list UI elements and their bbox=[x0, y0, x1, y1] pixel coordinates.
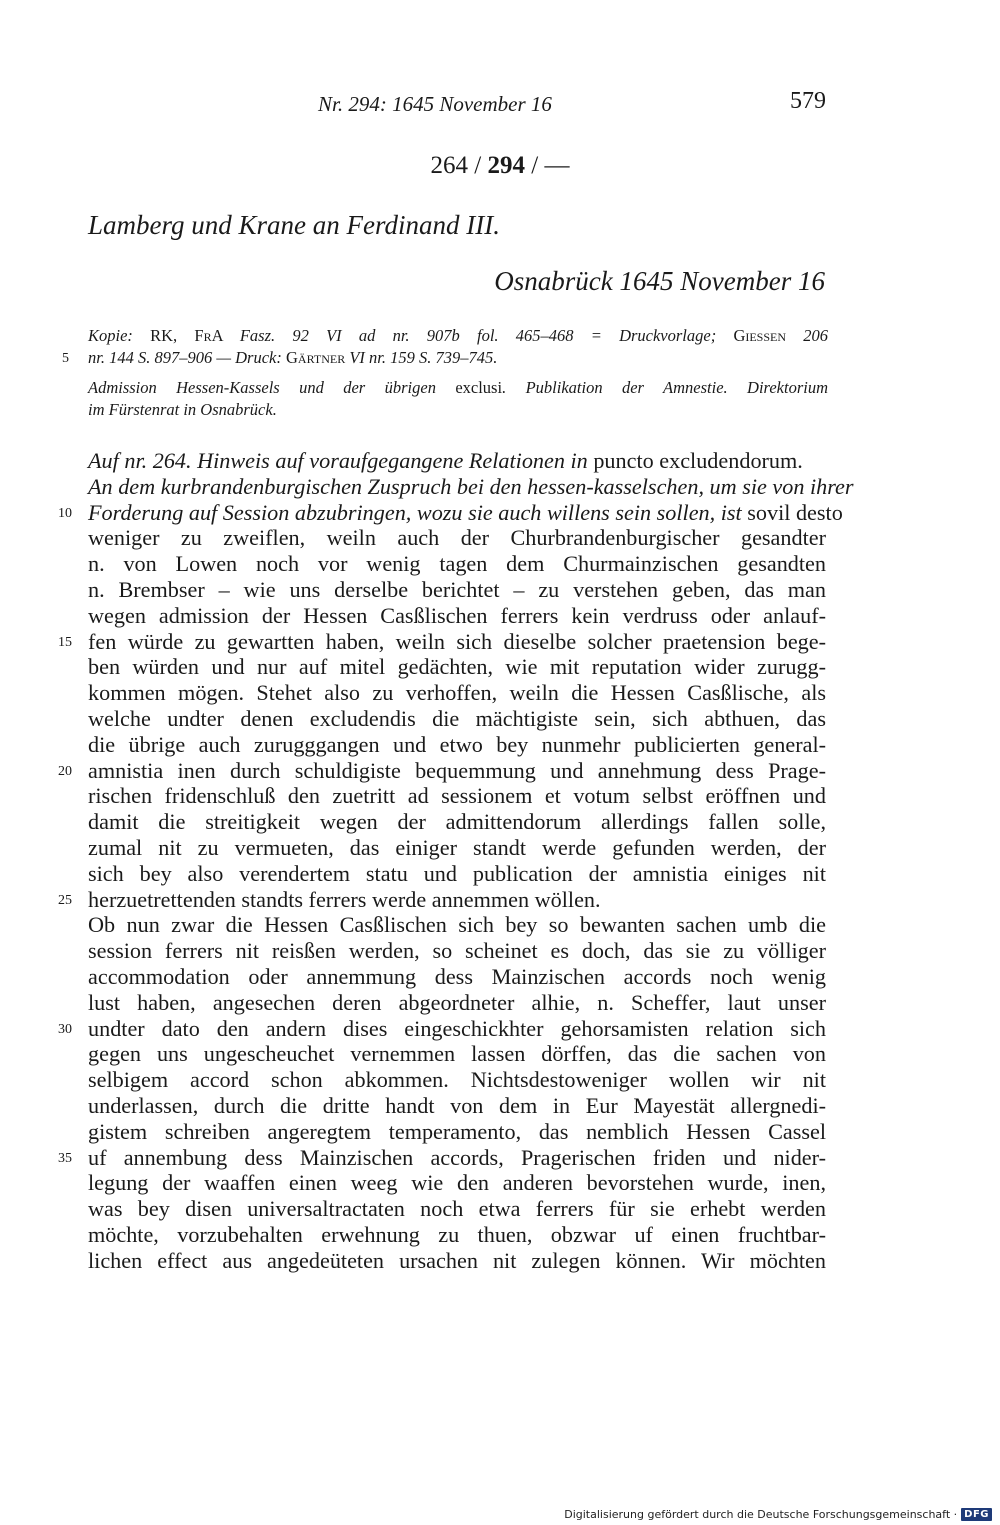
body-line bbox=[88, 887, 826, 913]
running-title: Nr. 294: 1645 November 16 bbox=[318, 92, 552, 116]
document-heading: Lamberg und Krane an Ferdinand III. bbox=[88, 210, 500, 240]
source-line bbox=[88, 347, 828, 369]
text-run: Gärtner bbox=[286, 348, 346, 367]
letter-body bbox=[88, 448, 854, 1274]
body-line bbox=[88, 809, 826, 835]
body-line bbox=[88, 990, 826, 1016]
body-line bbox=[88, 912, 826, 938]
text-run: sovil desto bbox=[747, 499, 843, 525]
body-line bbox=[88, 448, 826, 474]
text-run: accommodation oder annemmung dess Mainzischen accords noch wenig bbox=[88, 963, 826, 989]
funding-footer bbox=[564, 1508, 992, 1521]
text-run: 206 bbox=[786, 326, 828, 345]
body-line bbox=[88, 551, 826, 577]
document-numbers bbox=[0, 152, 1000, 180]
text-run: amnistia inen durch schuldigiste bequemmung und annehmung dess Prage- bbox=[88, 757, 826, 783]
body-line bbox=[88, 603, 826, 629]
text-run: fen würde zu gewartten haben, weiln sich dieselbe solcher praetension bege- bbox=[88, 628, 826, 654]
text-run: kommen mögen. Stehet also zu verhoffen, weiln die Hessen Casßlische, als bbox=[88, 680, 826, 706]
body-line bbox=[88, 1196, 826, 1222]
text-run: ben würden und nur auf mitel gedächten, wie mit reputation wider zurugg- bbox=[88, 654, 826, 680]
text-run: herzuetrettenden standts ferrers werde annemmen wöllen. bbox=[88, 886, 601, 912]
line-number: 25 bbox=[58, 892, 72, 908]
body-line bbox=[88, 1041, 826, 1067]
body-line bbox=[88, 964, 826, 990]
text-run: Forderung auf Session abzubringen, wozu sie auch willens sein sollen, ist bbox=[88, 499, 748, 525]
text-run: legung der waaffen einen weeg wie den anderen bevorstehen wurde, inen, bbox=[88, 1170, 826, 1196]
text-run: session ferrers nit reisßen werden, so scheinet es doch, das sie zu völliger bbox=[88, 938, 826, 964]
body-line bbox=[88, 706, 826, 732]
body-line bbox=[88, 525, 826, 551]
text-run: weniger zu zweiflen, weiln auch der Churbrandenburgischer gesandter bbox=[88, 525, 826, 551]
line-number: 15 bbox=[58, 634, 72, 650]
body-line bbox=[88, 499, 843, 526]
text-run: A bbox=[211, 326, 240, 345]
body-line bbox=[88, 861, 826, 887]
text-run: lichen effect aus angedeüteten ursachen nit zulegen können. Wir möchten bbox=[88, 1247, 826, 1273]
body-line bbox=[88, 1248, 826, 1274]
text-run: exclusi bbox=[455, 378, 503, 397]
text-run: VI nr. 159 S. 739–745. bbox=[345, 348, 498, 367]
body-line bbox=[88, 1170, 826, 1196]
line-number: 35 bbox=[58, 1150, 72, 1166]
text-run: welche undter denen excludendis die mächtigiste sein, sich abthuen, das bbox=[88, 705, 826, 731]
funding-note: Digitalisierung gefördert durch die Deutsche Forschungsgemeinschaft · bbox=[564, 1508, 958, 1521]
text-run: . Publikation der Amnestie. Direktorium bbox=[502, 378, 828, 397]
text-run: undter dato den andern dises eingeschickhter gehorsamisten relation sich bbox=[88, 1015, 826, 1041]
text-run: n. Brembser – wie uns derselbe berichtet – zu verstehen geben, das man bbox=[88, 576, 826, 602]
text-run: sich bey also verendertem statu und publication der amnistia einiges nit bbox=[88, 860, 826, 886]
source-line bbox=[88, 325, 828, 347]
text-run: rischen fridenschluß den zuetritt ad sessionem et votum selbst eröffnen und bbox=[88, 783, 826, 809]
summary-line bbox=[88, 399, 828, 421]
text-run: im Fürstenrat in Osnabrück. bbox=[88, 400, 277, 419]
body-line bbox=[88, 629, 826, 655]
text-run: nr. 144 S. 897–906 — Druck: bbox=[88, 348, 286, 367]
text-run: Ob nun zwar die Hessen Casßlischen sich bey so bewanten sachen umb die bbox=[88, 912, 826, 938]
line-number: 20 bbox=[58, 763, 72, 779]
text-run: r bbox=[203, 326, 212, 345]
text-run: Giessen bbox=[733, 326, 787, 345]
body-line bbox=[88, 732, 826, 758]
text-run: wegen admission der Hessen Casßlischen ferrers kein verdruss oder anlauf- bbox=[88, 602, 826, 628]
text-run: underlassen, durch die dritte handt von dem in Eur Mayestät allergnedi- bbox=[88, 1092, 826, 1118]
body-line bbox=[88, 1093, 826, 1119]
text-run: Admission Hessen-Kassels und der übrigen bbox=[88, 378, 456, 397]
text-run: An dem kurbrandenburgischen Zuspruch bei den hessen-kasselschen, um sie von ihrer bbox=[88, 473, 854, 499]
text-run: uf annembung dess Mainzischen accords, Pragerischen friden und nider- bbox=[88, 1144, 826, 1170]
text-run: zumal nit zu vermueten, das einiger standt werde gefunden werden, der bbox=[88, 834, 826, 860]
body-line bbox=[88, 835, 826, 861]
body-line bbox=[88, 938, 826, 964]
body-line bbox=[88, 783, 826, 809]
text-run: RK, F bbox=[150, 326, 204, 345]
text-run: puncto excludendorum. bbox=[593, 448, 803, 473]
text-run: selbigem accord schon abkommen. Nichtsdestoweniger wollen wir nit bbox=[88, 1067, 826, 1093]
place-date: Osnabrück 1645 November 16 bbox=[494, 266, 825, 296]
line-number: 30 bbox=[58, 1021, 72, 1037]
text-run: was bey disen universaltractaten noch etwa ferrers für sie erhebt werden bbox=[88, 1196, 826, 1222]
doc-number-next: / — bbox=[525, 152, 570, 179]
body-line bbox=[88, 680, 826, 706]
text-run: lust haben, angesechen deren abgeordneter alhie, n. Scheffer, laut unser bbox=[88, 989, 826, 1015]
body-line bbox=[88, 1119, 826, 1145]
body-line bbox=[88, 1222, 826, 1248]
text-run: damit die streitigkeit wegen der admittendorum allerdings fallen solle, bbox=[88, 809, 826, 835]
dfg-logo: DFG bbox=[961, 1508, 992, 1521]
page-number: 579 bbox=[790, 88, 826, 114]
text-run: gistem schreiben angeregtem temperamento, das nemblich Hessen Cassel bbox=[88, 1118, 826, 1144]
body-line bbox=[88, 1016, 826, 1042]
summary-regest bbox=[88, 377, 828, 421]
text-run: Kopie: bbox=[88, 326, 151, 345]
text-run: Auf nr. 264. Hinweis auf voraufgegangene Relationen in bbox=[88, 448, 594, 473]
text-run: n. von Lowen noch vor wenig tagen dem Churmainzischen gesandten bbox=[88, 551, 826, 577]
text-run: gegen uns ungescheuchet vernemmen lassen dörffen, das die sachen von bbox=[88, 1041, 826, 1067]
summary-line bbox=[88, 377, 828, 399]
text-run: die übrige auch zurugggangen und etwo bey nunmehr publicierten general- bbox=[88, 731, 826, 757]
body-line bbox=[88, 473, 854, 500]
body-line bbox=[88, 758, 826, 784]
body-line bbox=[88, 577, 826, 603]
doc-number-prev: 264 / bbox=[430, 152, 488, 179]
line-number: 5 bbox=[62, 351, 69, 366]
line-number: 10 bbox=[58, 505, 72, 521]
source-apparatus bbox=[88, 325, 828, 369]
doc-number-current: 294 bbox=[487, 152, 525, 179]
text-run: Fasz. 92 VI ad nr. 907b fol. 465–468 = Druckvorlage; bbox=[239, 326, 734, 345]
body-line bbox=[88, 654, 826, 680]
body-line bbox=[88, 1145, 826, 1171]
body-line bbox=[88, 1067, 826, 1093]
text-run: möchte, vorzubehalten erwehnung zu thuen, obzwar uf einen fruchtbar- bbox=[88, 1221, 826, 1247]
